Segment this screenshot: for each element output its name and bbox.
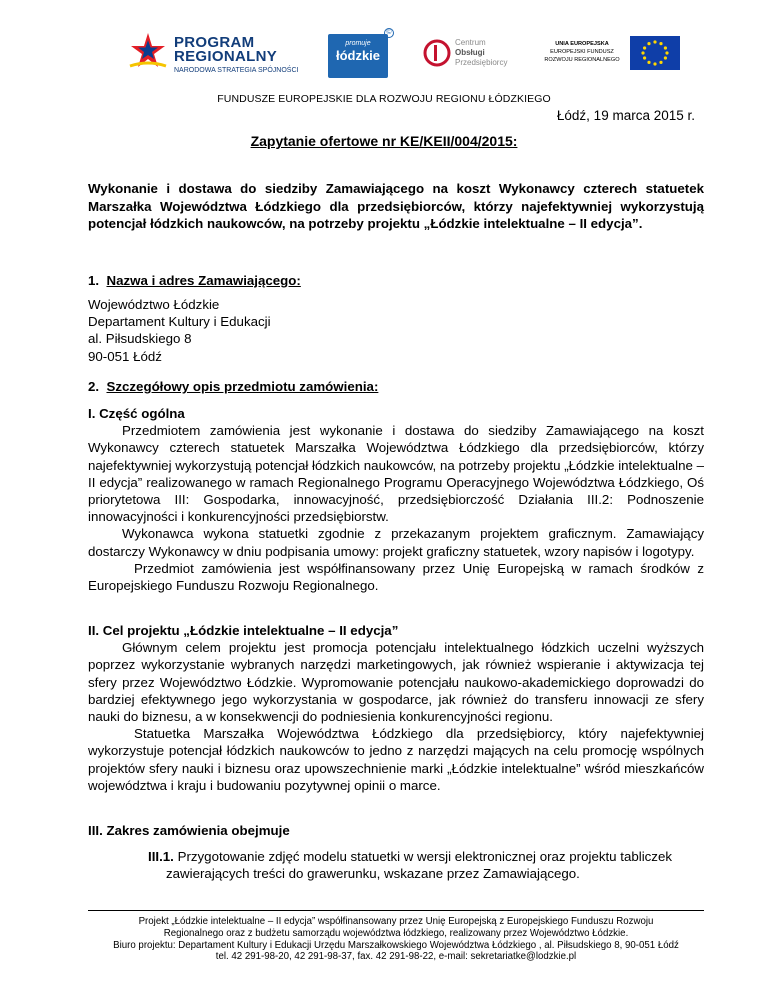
part2-block: [88, 622, 704, 794]
program-subtitle: NARODOWA STRATEGIA SPÓJNOŚCI: [174, 67, 299, 74]
part1-heading: I. Część ogólna: [88, 406, 185, 421]
part3-item-number: III.1.: [148, 849, 174, 864]
part3-item: [148, 848, 704, 882]
part1-paragraph: Wykonawca wykona statuetki zgodnie z przekazanym projektem graficznym. Zamawiający dostarczy Wykonawcy w dniu podpisania umowy: projekt graficzny statuetek, wzory napisów i logotypy.: [88, 526, 704, 559]
eu-logo: [540, 36, 680, 76]
part2-paragraph: Statuetka Marszałka Województwa Łódzkiego dla przedsiębiorcy, który najefektywniej wykorzystuje potencjał łódzkich naukowców to jedno z narzędzi mających na celu promocję wspólnych projektów sfery nauki i biznesu oraz upowszechnienie marki „Łódzkie intelektualne” wśród mieszkańców województwa i kraju i budowaniu pozytywnej opinii o marce.: [88, 726, 704, 793]
eu-flag-icon: [630, 36, 680, 70]
part2-heading: II. Cel projektu „Łódzkie intelektualne – II edycja”: [88, 623, 399, 638]
eu-text: [540, 40, 624, 64]
part1-paragraph: Przedmiotem zamówienia jest wykonanie i dostawa do siedziby Zamawiającego na koszt Wykonawcy czterech statuetek Marszałka Województwa Łódzkiego dla przedsiębiorców, którzy najefektywniej wykorzystują potencjał łódzkich naukowców, na potrzeby projektu „Łódzkie intelektualne – II edycja” realizowanego w ramach Regionalnego Programu Operacyjnego Województwa Łódzkiego, Oś priorytetowa III: Gospodarka, innowacyjność, przedsiębiorczość Działania III.2: Podnoszenie innowacyjności i konkurencyjności przedsiębiorstw.: [88, 423, 704, 525]
intro-paragraph: Wykonanie i dostawa do siedziby Zamawiającego na koszt Wykonawcy czterech statuetek Marszałka Województwa Łódzkiego dla przedsiębiorców, którzy najefektywniej wykorzystują potencjał łódzkich naukowców, na potrzeby projektu „Łódzkie intelektualne – II edycja”.: [88, 181, 704, 231]
program-line1: PROGRAM: [174, 34, 255, 51]
address-line: Departament Kultury i Edukacji: [88, 314, 271, 330]
eu-line3: ROZWOJU REGIONALNEGO: [544, 57, 620, 63]
part1-block: [88, 405, 704, 594]
address-line: al. Piłsudskiego 8: [88, 331, 192, 347]
footer-divider: [88, 910, 704, 911]
part3-item-text: [148, 848, 704, 882]
footer-line: Projekt „Łódzkie intelektualne – II edycja” współfinansowany przez Unię Europejską z Europejskiego Funduszu Rozwoju: [138, 916, 654, 927]
logo-strip: [100, 16, 680, 86]
footer-line: Regionalnego oraz z budżetu samorządu województwa łódzkiego, realizowany przez Województwo Łódzkie.: [163, 927, 629, 939]
document-date: Łódź, 19 marca 2015 r.: [556, 108, 695, 123]
program-title: [174, 36, 277, 64]
section2-heading: [88, 378, 704, 395]
section2-title: Szczegółowy opis przedmiotu zamówienia:: [106, 379, 379, 394]
cop-line3: Przedsiębiorcy: [455, 58, 508, 67]
cop-line1: Centrum: [455, 38, 486, 47]
part3-item-body: Przygotowanie zdjęć modelu statuetki w wersji elektronicznej oraz projektu tabliczek zawierających treści do grawerunku, wskazane przez Zamawiającego.: [166, 849, 673, 882]
program-star-icon: [128, 30, 168, 70]
section1-heading: [88, 272, 704, 289]
program-regionalny-logo: [128, 26, 308, 86]
lodzkie-top-text: promuje: [345, 40, 371, 47]
promuje-lodzkie-logo: [328, 34, 388, 78]
address-block: [88, 296, 704, 365]
eu-line1: UNIA EUROPEJSKA: [555, 41, 609, 47]
part2-paragraph: Głównym celem projektu jest promocja potencjału intelektualnego łódzkich uczelni wyższych poprzez wykorzystanie wybranych narzędzi marketingowych, jak również wspieranie i aktywizacja tej sfery przez Województwo Łódzkie. Wypromowanie potencjału naukowo-akademickiego doprowadzi do bardziej efektywnego jego wykorzystania w gospodarce, jak również do transferu innowacji ze sfery nauki do biznesu, a w konsekwencji do podniesienia konkurencyjności regionu.: [88, 640, 704, 725]
part1-paragraph: Przedmiot zamówienia jest współfinansowany przez Unię Europejską w ramach środków z Europejskiego Funduszu Rozwoju Regionalnego.: [88, 560, 704, 594]
footer-line: tel. 42 291-98-20, 42 291-98-37, fax. 42 291-98-22, e-mail: sekretariatke@lodzkie.pl: [215, 951, 577, 963]
page-footer: [88, 916, 704, 963]
section1-title: Nazwa i adres Zamawiającego:: [106, 273, 301, 288]
document-title: Zapytanie ofertowe nr KE/KEII/004/2015:: [250, 133, 518, 149]
copyright-mark: ©: [384, 28, 394, 38]
section2-number: 2.: [88, 379, 100, 394]
lodzkie-main-text: łódzkie: [335, 48, 381, 63]
fund-line: FUNDUSZE EUROPEJSKIE DLA ROZWOJU REGIONU ŁÓDZKIEGO: [217, 93, 551, 105]
centrum-obslugi-logo: [422, 34, 522, 82]
cop-circle-icon: [422, 38, 452, 68]
program-line2: REGIONALNY: [174, 48, 278, 65]
part3-heading: III. Zakres zamówienia obejmuje: [88, 823, 290, 838]
footer-line: Biuro projektu: Departament Kultury i Edukacji Urzędu Marszałkowskiego Województwa Łódzkiego , al. Piłsudskiego 8, 90-051 Łódź: [113, 939, 679, 951]
cop-line2: Obsługi: [455, 48, 485, 57]
eu-line2: EUROPEJSKI FUNDUSZ: [550, 49, 614, 55]
section1-number: 1.: [88, 273, 100, 288]
cop-text: [455, 38, 507, 68]
address-line: Województwo Łódzkie: [88, 297, 220, 312]
address-line: 90-051 Łódź: [88, 348, 162, 364]
